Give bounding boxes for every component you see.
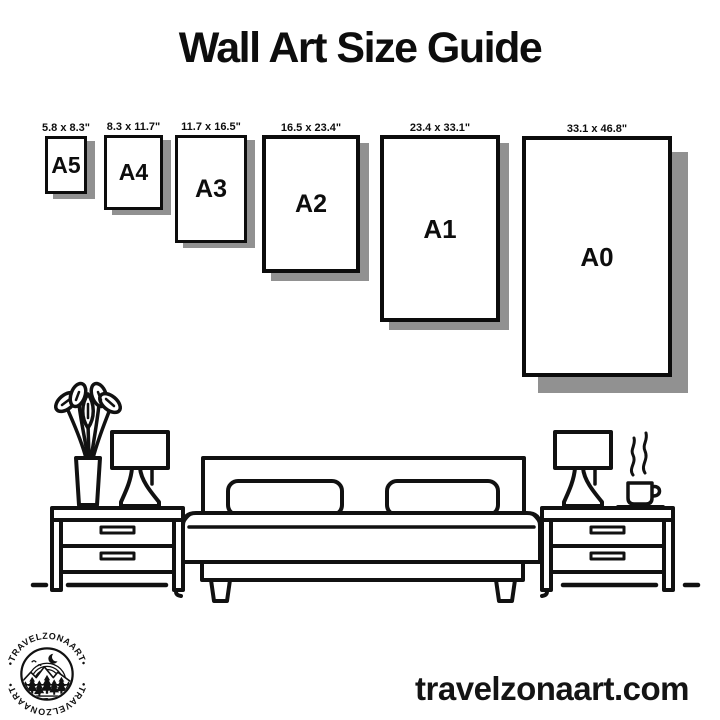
frame-a0-dimensions: 33.1 x 46.8" [566, 123, 628, 135]
frame-a5-letter: A5 [51, 151, 81, 178]
logo-arc-text-bottom: •TRAVELZONAART• [5, 681, 89, 718]
bed-icon [174, 458, 549, 601]
coffee-cup-icon [618, 433, 663, 507]
frame-a5-dimensions: 5.8 x 8.3" [41, 122, 91, 134]
logo-arc-text-top: •TRAVELZONAART• [5, 630, 89, 667]
frame-a0-letter: A0 [580, 241, 614, 272]
frame-a4-letter: A4 [118, 159, 149, 185]
frame-a1-letter: A1 [423, 213, 457, 244]
frame-a3-dimensions: 11.7 x 16.5" [181, 121, 241, 133]
website-text: travelzonaart.com [415, 670, 689, 707]
left-nightstand-icon [52, 508, 183, 590]
frame-a4-dimensions: 8.3 x 11.7" [106, 121, 161, 133]
page-title: Wall Art Size Guide [178, 24, 542, 72]
frame-a1-dimensions: 23.4 x 33.1" [409, 122, 471, 134]
right-nightstand-icon [542, 508, 673, 590]
frame-a2-dimensions: 16.5 x 23.4" [280, 122, 342, 134]
frame-a3-letter: A3 [195, 174, 227, 203]
right-lamp-icon [555, 432, 611, 506]
brand-logo-badge [2, 629, 92, 719]
frame-a2-letter: A2 [295, 189, 327, 218]
left-lamp-icon [112, 432, 168, 506]
